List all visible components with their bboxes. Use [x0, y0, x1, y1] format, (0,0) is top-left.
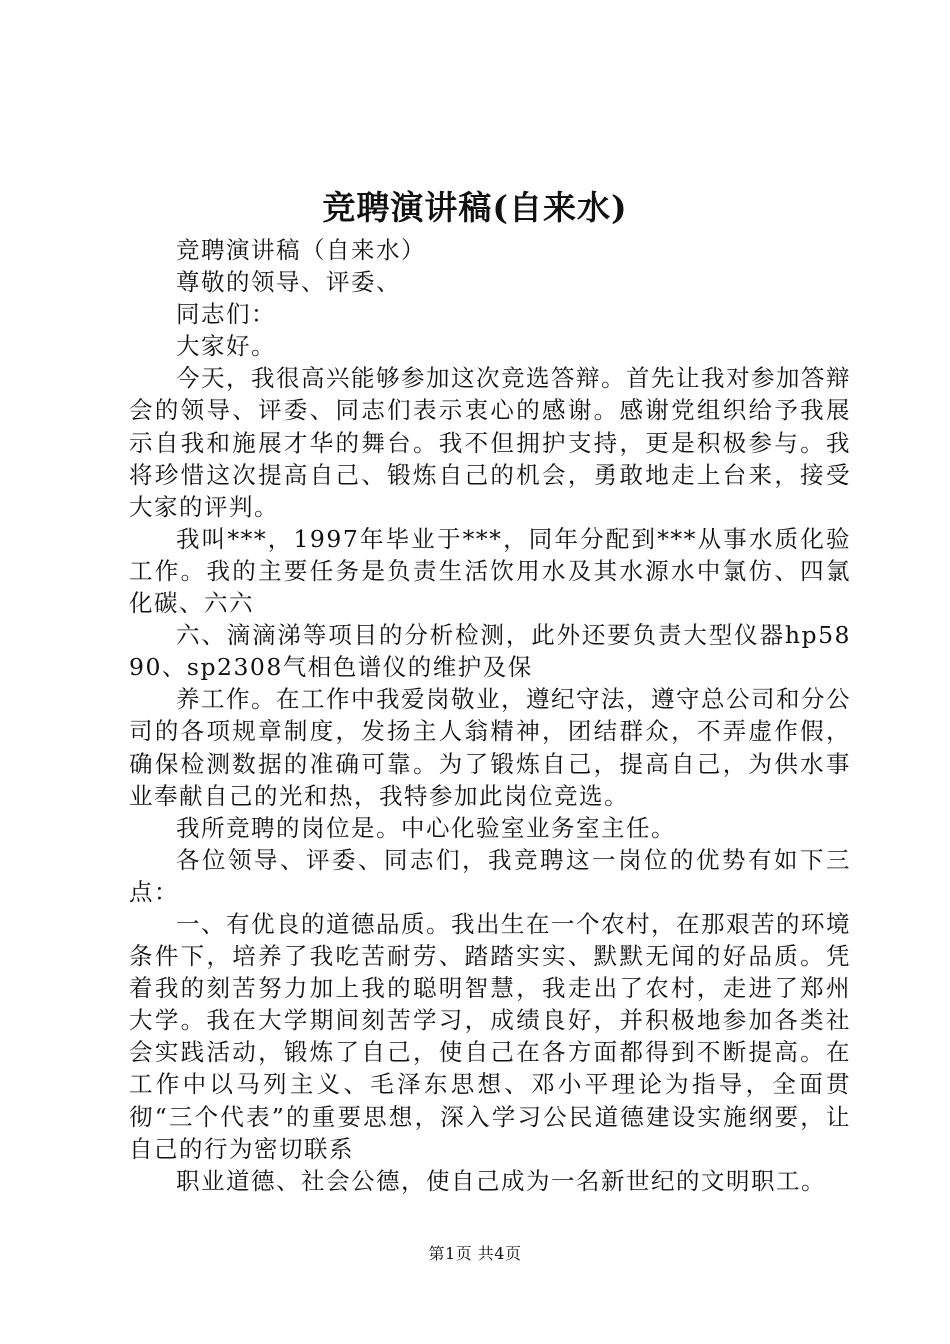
paragraph-salutation-cont: 同志们： — [176, 300, 276, 329]
paragraph-background: 我叫***，1997年毕业于***，同年分配到***从事水质化验工作。我的主要任务是负责生活饮用水及其水源水中氯仿、四氯化碳、六六 — [129, 524, 851, 618]
paragraph-point-one-cont: 职业道德、社会公德，使自己成为一名新世纪的文明职工。 — [176, 1166, 826, 1195]
paragraph-salutation: 尊敬的领导、评委、 — [176, 268, 401, 297]
paragraph-advantages: 各位领导、评委、同志们，我竞聘这一岗位的优势有如下三点： — [129, 845, 851, 906]
page-footer: 第1页 共4页 — [428, 1244, 522, 1263]
document-body — [129, 234, 851, 1197]
paragraph-heading: 竞聘演讲稿（自来水） — [176, 236, 426, 264]
paragraph-intro: 今天，我很高兴能够参加这次竞选答辩。首先让我对参加答辩会的领导、评委、同志们表示衷心的感谢。感谢党组织给予我展示自我和施展才华的舞台。我不但拥护支持，更是积极参与。我将珍惜这次提高自己、锻炼自己的机会，勇敢地走上台来，接受大家的评判。 — [129, 364, 851, 521]
paragraph-duties: 六、滴滴涕等项目的分析检测，此外还要负责大型仪器hp5890、sp2308气相色谱仪的维护及保 — [129, 621, 851, 682]
paragraph-point-one: 一、有优良的道德品质。我出生在一个农村，在那艰苦的环境条件下，培养了我吃苦耐劳、踏踏实实、默默无闻的好品质。凭着我的刻苦努力加上我的聪明智慧，我走出了农村，走进了郑州大学。我在大学期间刻苦学习，成绩良好，并积极地参加各类社会实践活动，锻炼了自己，使自己在各方面都得到不断提高。在工作中以马列主义、毛泽东思想、邓小平理论为指导，全面贯彻“三个代表”的重要思想，深入学习公民道德建设实施纲要，让自己的行为密切联系 — [129, 909, 851, 1163]
document-title: 竞聘演讲稿(自来水) — [322, 188, 628, 227]
paragraph-greeting: 大家好。 — [176, 332, 276, 361]
paragraph-work: 养工作。在工作中我爱岗敬业，遵纪守法，遵守总公司和分公司的各项规章制度，发扬主人翁精神，团结群众，不弄虚作假，确保检测数据的准确可靠。为了锻炼自己，提高自己，为供水事业奉献自己的光和热，我特参加此岗位竞选。 — [129, 685, 851, 810]
paragraph-position: 我所竞聘的岗位是。中心化验室业务室主任。 — [176, 813, 676, 842]
